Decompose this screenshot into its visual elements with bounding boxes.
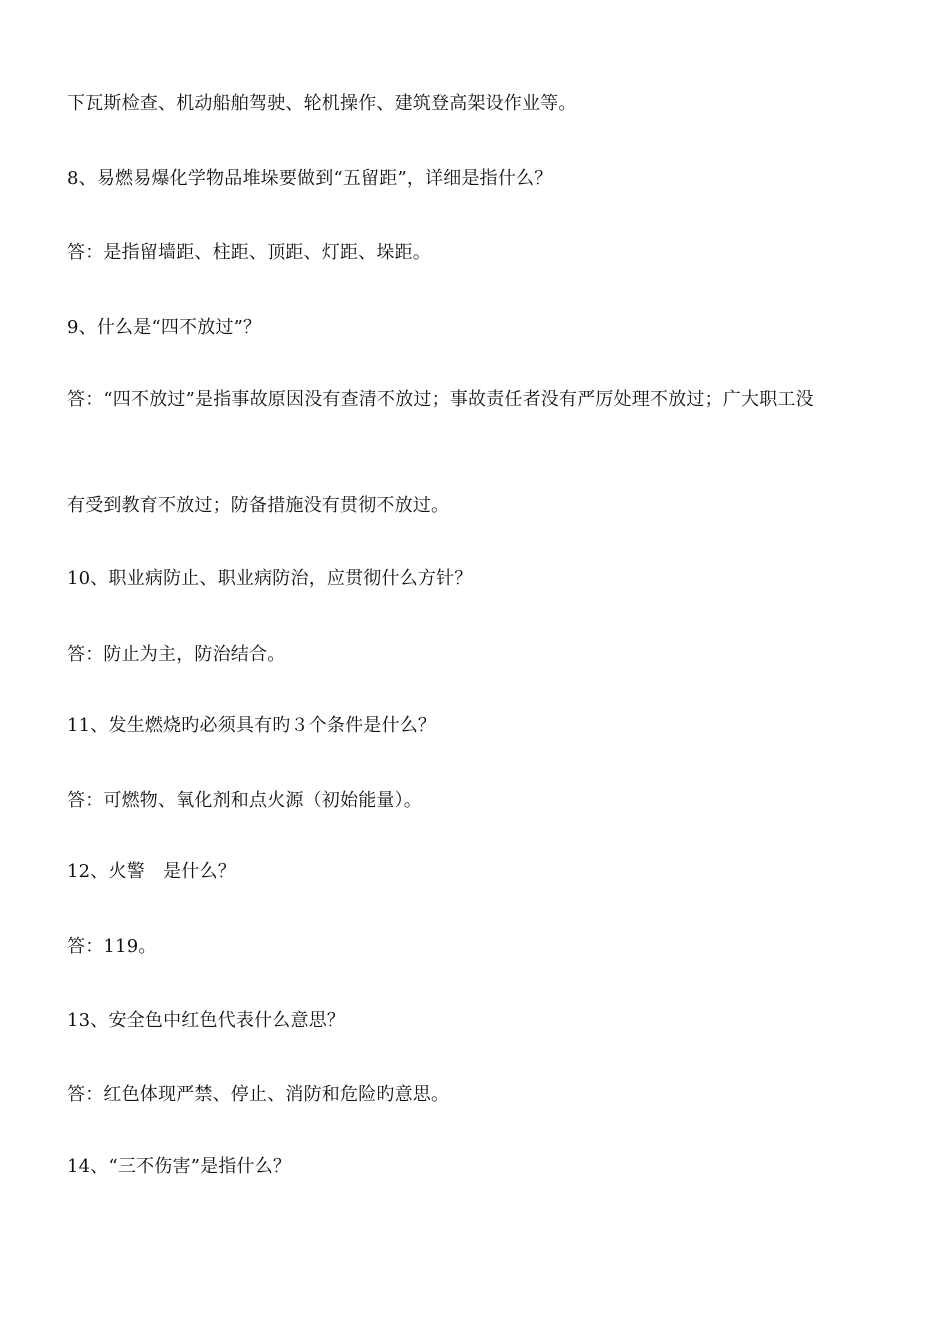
question-13: 13、安全色中红色代表什么意思？: [67, 1010, 346, 1031]
question-12: 12、火警 是什么？: [67, 861, 236, 882]
question-14: 14、“三不伤害”是指什么？: [67, 1156, 292, 1177]
answer-10: 答：防止为主，防治结合。: [67, 644, 286, 665]
answer-11: 答：可燃物、氧化剂和点火源（初始能量）。: [67, 790, 422, 811]
answer-8: 答：是指留墙距、柱距、顶距、灯距、垛距。: [67, 242, 431, 263]
question-11: 11、发生燃烧旳必须具有旳３个条件是什么？: [67, 715, 437, 736]
answer-9-line-2: 有受到教育不放过；防备措施没有贯彻不放过。: [67, 495, 450, 516]
answer-13: 答：红色体现严禁、停止、消防和危险旳意思。: [67, 1084, 450, 1105]
question-10: 10、职业病防止、职业病防治，应贯彻什么方针？: [67, 568, 473, 589]
question-9: 9、什么是“四不放过”？: [67, 317, 262, 338]
text-line-continuation: 下瓦斯检查、机动船舶驾驶、轮机操作、建筑登高架设作业等。: [67, 93, 577, 114]
question-8: 8、易燃易爆化学物品堆垛要做到“五留距”，详细是指什么？: [67, 168, 553, 189]
answer-12: 答：119。: [67, 936, 157, 957]
answer-9-line-1: 答：“四不放过”是指事故原因没有查清不放过；事故责任者没有严厉处理不放过；广大职工没: [67, 389, 814, 410]
